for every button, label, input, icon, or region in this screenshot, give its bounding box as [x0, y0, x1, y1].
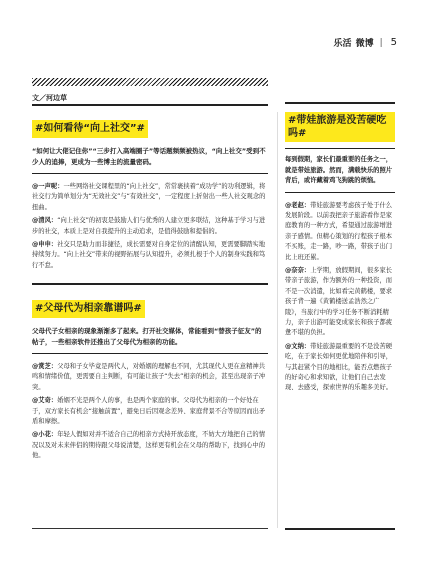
speaker: @文纳： [285, 342, 311, 350]
rule-under-author [32, 104, 268, 106]
para-text: 年轻人假如对并不适合自己的相亲方式持开放态度，不妨大方地把自己的情况以及对未来伴侣的期待跟父母说清楚，这样更有机会在父母的帮助下，找到心中的他。 [32, 431, 265, 460]
left-column-section2 [32, 296, 268, 465]
right-para-2 [285, 266, 395, 339]
para-text: “向上社交”的初衷是鼓励人们与优秀的人建立更多联结，这种基于学习与进步的社交，本质上是对自我提升的主动追求，是值得鼓励和提倡的。 [32, 217, 266, 235]
right-title-rule [285, 148, 395, 149]
section2-title: #父母代为相亲靠谱吗# [32, 300, 145, 318]
section-break-rule [32, 283, 268, 285]
header-section: 乐活 [333, 39, 352, 49]
section1-title: #如何看待“向上社交”# [32, 120, 148, 138]
right-quote: 每到假期，家长们最重要的任务之一，就是带娃旅游。然而，满载快乐的照片背后，或许藏着鸡飞狗跳的烦恼。 [285, 156, 393, 184]
section1-para-2 [32, 216, 268, 237]
page-number: 5 [390, 37, 397, 48]
speaker: @小花： [32, 431, 58, 439]
right-para-3 [285, 342, 395, 394]
para-text: 社交只是助力而非捷径，成长需要对自身定位的清醒认知，更需要脚踏实地持续努力。“向上社交”带来的视野拓展与认知提升，必须扎根于个人的制身实践和笃行不怠。 [32, 241, 266, 269]
para-text: 带娃旅游最重要的不是没苦硬吃，在于家长如何更优地陪伴和引导，与其赶紧个目的地相比，能否点燃孩子的好奇心和求知欲，让他们自己去发现、去感受，探索世界的乐趣多美好。 [285, 342, 393, 392]
speaker: @老赵： [285, 201, 311, 209]
page-header [334, 36, 397, 49]
left-column [32, 116, 268, 274]
header-separator: | [379, 37, 383, 48]
author-line: 文／河边草 [32, 94, 67, 102]
para-text: 上学期，放假期间，很多家长带亲子旅游，作为额外的一种投资，而不是一次消遣，比如看完黄鹤楼，要求孩子背一遍《黄鹤楼送孟浩然之广陵》，当旅行中的学习任务不断消耗精力，亲子出游可能变成家长和孩子都疲惫不堪的负担。 [285, 266, 393, 337]
section2-para-2 [32, 396, 268, 427]
para-text: 婚姻不光是两个人的事，也是两个家庭的事。父母代为相亲的一个好处在于，双方家长有机会“接触前置”，避免日后因观念差异、家庭背景不合等原因而出矛盾和摩擦。 [32, 397, 266, 426]
section2-quote-rule [32, 353, 268, 354]
para-text: 一些网络社交课程里的“向上社交”，常常裹挟着“成功学”的功利逻辑，将社交行为简单划分为“无效社交”与“有效社交”，一定程度上折射出一些人社交观念的扭曲。 [32, 183, 266, 211]
section2-para-1 [32, 362, 268, 393]
speaker: @申申： [32, 241, 58, 249]
section1-para-3 [32, 240, 268, 271]
section1-quote: “如何让大佬记住你”“三步打入高端圈子”等话题频频被热议，“向上社交”受到不少人的追捧，更成为一些博主的流量密码。 [32, 147, 266, 166]
speaker: @奈奈： [285, 266, 311, 274]
hatch-rule-top [32, 78, 268, 86]
speaker: @一声呢： [32, 183, 64, 190]
speaker: @赏芝： [32, 363, 58, 370]
right-bottom-rule [285, 528, 395, 530]
section2-quote: 父母代子女相亲的现象渐渐多了起来。打开社交媒体，常能看到“替孩子征友”的帖子，一些相亲软件还推出了父母代为相亲的功能。 [32, 327, 262, 346]
right-top-rule [285, 102, 395, 104]
speaker: @艾奇： [32, 397, 58, 405]
right-column [285, 112, 395, 397]
left-bottom-rule [32, 528, 268, 529]
para-text: 父母和子女毕竟是两代人，对婚姻的理解也不同，尤其现代人更在意精神共鸣和情绪价值，更需要自主判断，有可能让孩子“失去”相亲的机会，甚至出现亲子冲突。 [32, 363, 266, 391]
para-text: 带娃旅游要考虑孩子处于什么发展阶段。以前我把亲子旅游看作是家庭教育的一种方式，希望通过旅游增进亲子感情。但精心策划的行程孩子根本不买账，走一路，吵一路，带孩子出门比上班还累。 [285, 201, 393, 261]
speaker: @清风： [32, 217, 58, 225]
right-quote-rule [285, 192, 395, 193]
column-divider [277, 112, 278, 528]
header-subsection: 微博 [355, 39, 374, 49]
section1-quote-rule [32, 173, 268, 174]
section1-para-1 [32, 182, 268, 213]
section2-para-3 [32, 430, 268, 461]
right-title: #带娃旅游是没苦硬吃吗# [285, 112, 395, 142]
right-para-1 [285, 201, 395, 263]
